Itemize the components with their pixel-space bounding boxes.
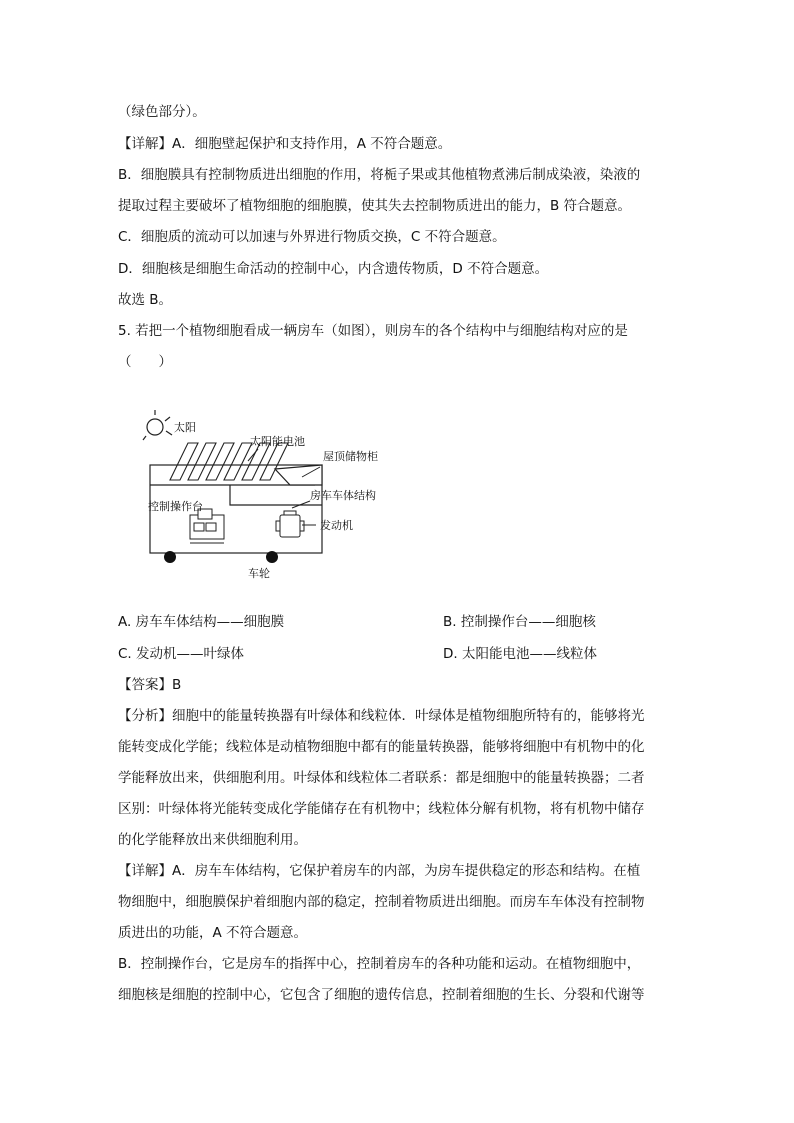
analysis-line-2: 能转变成化学能；线粒体是动植物细胞中都有的能量转换器，能够将细胞中有机物中的化 [118,739,645,755]
answer-line: 【答案】B [118,677,182,693]
wheel-front [164,551,176,563]
analysis-line-3: 学能释放出来，供细胞利用。叶绿体和线粒体二者联系：都是细胞中的能量转换器；二者 [118,770,645,786]
engine-icon [276,511,304,537]
option-b: B. 控制操作台——细胞核 [443,614,596,630]
option-d: D. 太阳能电池——线粒体 [443,646,597,662]
detail-line-5: 细胞核是细胞的控制中心，它包含了细胞的遗传信息，控制着细胞的生长、分裂和代谢等 [118,987,645,1003]
detail-line-4: B．控制操作台，它是房车的指挥中心，控制着房车的各种功能和运动。在植物细胞中， [118,956,641,972]
line-4: 提取过程主要破坏了植物细胞的细胞膜，使其失去控制物质进出的能力，B 符合题意。 [118,198,632,214]
label-sun: 太阳 [174,421,196,434]
detail-line-1: 【详解】A．房车车体结构，它保护着房车的内部，为房车提供稳定的形态和结构。在植 [118,863,641,879]
analysis-line-5: 的化学能释放出来供细胞利用。 [118,832,307,848]
solar-panel-icon [170,443,288,480]
line-2: 【详解】A．细胞壁起保护和支持作用，A 不符合题意。 [118,136,452,152]
option-a: A. 房车车体结构——细胞膜 [118,614,285,630]
line-5: C．细胞质的流动可以加速与外界进行物质交换，C 不符合题意。 [118,229,506,245]
detail-line-3: 质进出的功能，A 不符合题意。 [118,925,308,941]
question-5-stem: 5. 若把一个植物细胞看成一辆房车（如图），则房车的各个结构中与细胞结构对应的是 [118,323,628,339]
console-icon [190,509,224,543]
label-wheel: 车轮 [248,567,270,580]
line-7: 故选 B。 [118,292,173,308]
analysis-line-1: 【分析】细胞中的能量转换器有叶绿体和线粒体．叶绿体是植物细胞所特有的，能够将光 [118,708,645,724]
line-6: D．细胞核是细胞生命活动的控制中心，内含遗传物质，D 不符合题意。 [118,261,549,277]
rv-figure [140,405,400,585]
label-roof-cabinet: 屋顶储物柜 [323,450,378,463]
sun-icon [143,410,172,440]
label-engine: 发动机 [320,519,353,532]
line-1: （绿色部分）。 [118,104,206,120]
question-5-blank: （ ） [118,354,172,370]
line-3: B．细胞膜具有控制物质进出细胞的作用，将栀子果或其他植物煮沸后制成染液，染液的 [118,167,641,183]
detail-line-2: 物细胞中，细胞膜保护着细胞内部的稳定，控制着物质进出细胞。而房车车体没有控制物 [118,894,645,910]
analysis-line-4: 区别：叶绿体将光能转变成化学能储存在有机物中；线粒体分解有机物，将有机物中储存 [118,801,645,817]
wheel-rear [266,551,278,563]
label-solar-battery: 太阳能电池 [250,435,305,448]
option-c: C. 发动机——叶绿体 [118,646,245,662]
label-console: 控制操作台 [148,500,203,513]
label-rv-body: 房车车体结构 [310,489,376,502]
